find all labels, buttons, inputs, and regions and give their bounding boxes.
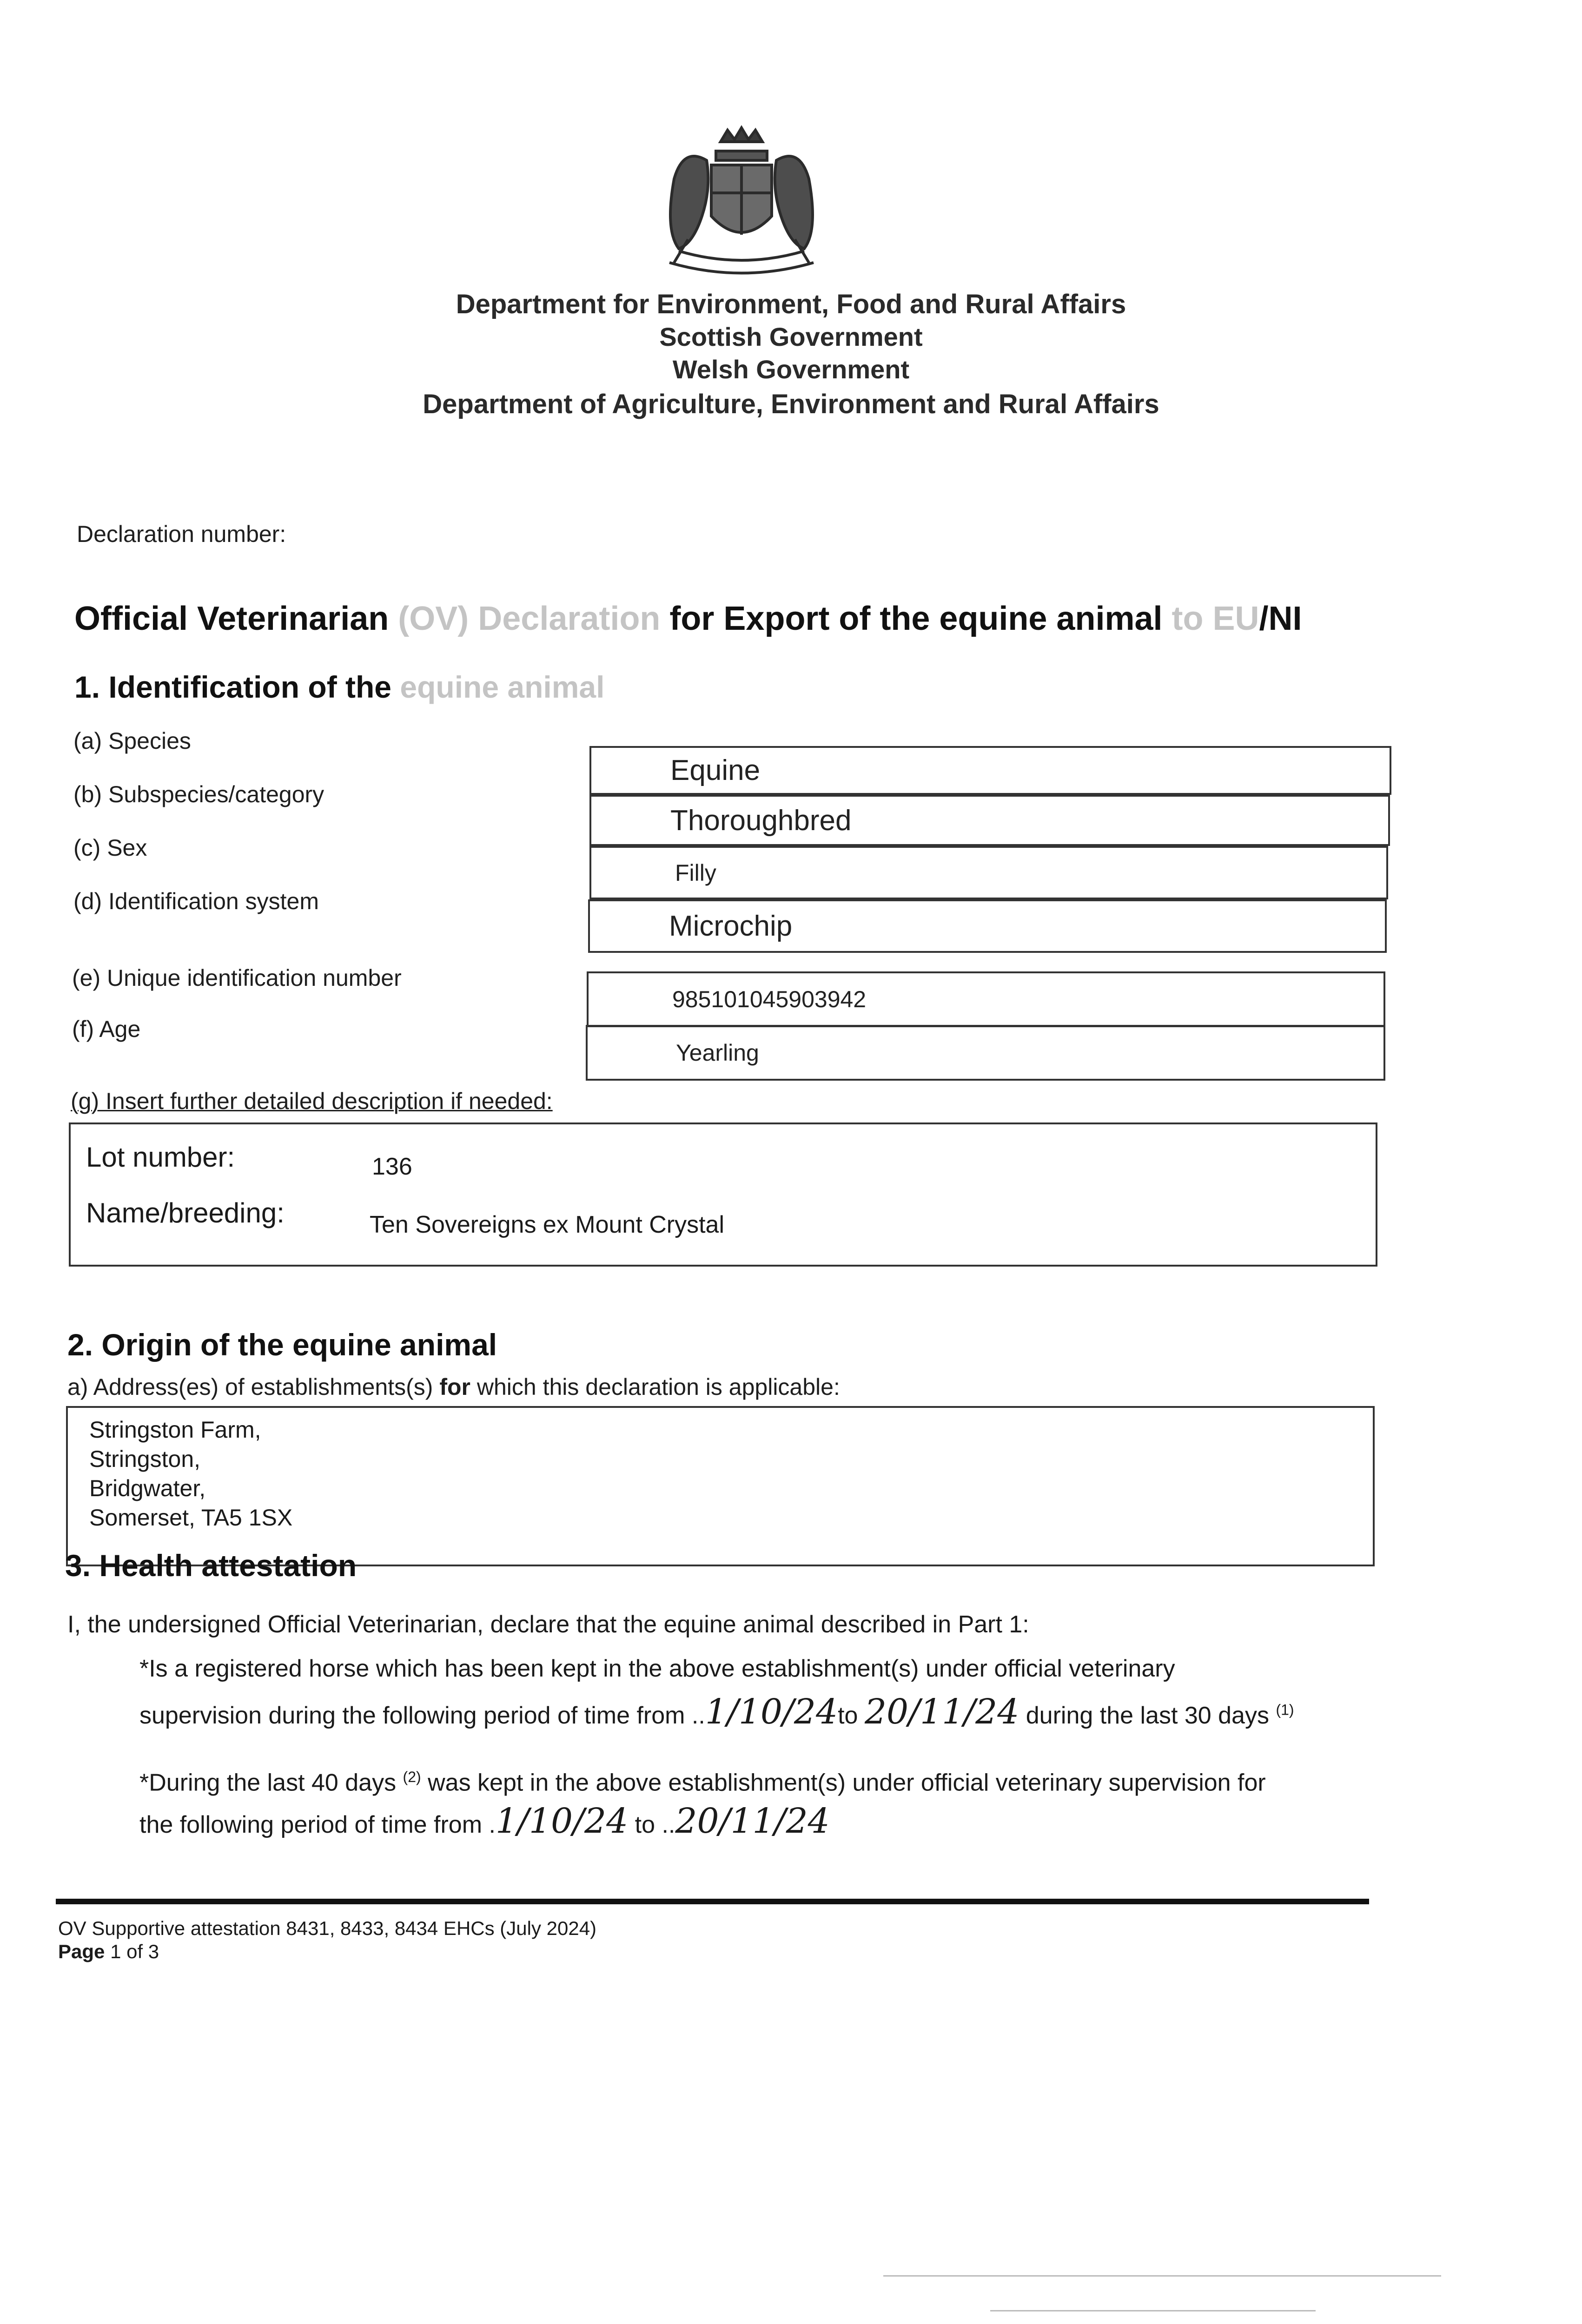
department-defra: Department for Environment, Food and Rural Affairs: [456, 289, 1126, 319]
item2-footnote-ref: (2): [403, 1769, 421, 1785]
scan-artifact-line: [883, 2275, 1441, 2277]
attestation-item2-line2: [139, 1801, 830, 1841]
name-breeding-label: Name/breeding:: [86, 1197, 285, 1228]
footer-rule: [56, 1899, 1369, 1904]
item2-text-to: to ..: [635, 1811, 675, 1838]
sex-label: (c) Sex: [73, 835, 147, 861]
item1-date-to-handwritten: 20/11/24: [864, 1692, 1019, 1732]
scan-artifact-line: [990, 2310, 1316, 2311]
name-breeding-value: Ten Sovereigns ex Mount Crystal: [370, 1211, 725, 1238]
attestation-item1-line2: [139, 1692, 1294, 1732]
item2-text-rest: was kept in the above establishment(s) under official veterinary supervision for: [428, 1769, 1266, 1796]
item2-date-to-handwritten: 20/11/24: [675, 1801, 830, 1841]
address-line-1: Stringston Farm,: [89, 1417, 261, 1443]
item2-text-start: *During the last 40 days: [139, 1769, 397, 1796]
title-part2: for Export of the equine animal: [669, 600, 1163, 637]
department-scottish-government: Scottish Government: [659, 322, 923, 351]
title-faded-part: (OV) Declaration: [398, 600, 661, 637]
section3-heading: 3. Health attestation: [65, 1548, 357, 1583]
age-label: (f) Age: [72, 1016, 141, 1042]
footer-reference: OV Supportive attestation 8431, 8433, 8434 EHCs (July 2024): [58, 1917, 597, 1939]
footer-page-number: [58, 1941, 159, 1963]
address-label-part1: a) Address(es) of establishments(s): [67, 1374, 433, 1400]
item2-text-from: the following period of time from .: [139, 1811, 496, 1838]
subspecies-field: Thoroughbred: [589, 795, 1390, 846]
lot-number-value: 136: [372, 1153, 412, 1180]
address-label-for: for: [439, 1374, 470, 1400]
attestation-item1-line1: *Is a registered horse which has been kept in the above establishment(s) under official veterinary: [139, 1655, 1175, 1682]
section2-heading: 2. Origin of the equine animal: [67, 1327, 497, 1362]
item2-date-from-handwritten: 1/10/24: [495, 1801, 629, 1841]
section1-heading: [74, 669, 604, 705]
lot-number-label: Lot number:: [86, 1142, 235, 1173]
attestation-item2-line1: [139, 1769, 1266, 1796]
section1-heading-text: 1. Identification of the: [74, 670, 392, 704]
document-title: [74, 600, 1302, 638]
address-label-part2: which this declaration is applicable:: [477, 1374, 840, 1400]
item1-date-from-handwritten: 1/10/24: [705, 1692, 838, 1732]
subspecies-label: (b) Subspecies/category: [73, 781, 324, 807]
sex-field: Filly: [589, 846, 1388, 899]
item1-text-period: during the last 30 days: [1026, 1702, 1269, 1729]
item1-text-to: to: [838, 1702, 858, 1729]
address-line-2: Stringston,: [89, 1446, 201, 1472]
further-description-label: (g) Insert further detailed description if needed:: [71, 1088, 553, 1114]
department-daera: Department of Agriculture, Environment and Rural Affairs: [423, 389, 1159, 419]
address-label: [67, 1373, 840, 1400]
identification-system-label: (d) Identification system: [73, 888, 319, 914]
department-welsh-government: Welsh Government: [672, 355, 910, 384]
item1-text-from: supervision during the following period of time from ..: [139, 1702, 705, 1729]
species-field: Equine: [589, 746, 1391, 795]
footer-page-count: 1 of 3: [110, 1941, 159, 1962]
footer-page-label: Page: [58, 1941, 105, 1962]
title-part3: /NI: [1259, 600, 1302, 637]
age-field: Yearling: [586, 1025, 1385, 1081]
identification-system-field: Microchip: [588, 899, 1387, 953]
address-line-3: Bridgwater,: [89, 1475, 206, 1501]
title-faded-part2: to EU: [1172, 600, 1259, 637]
unique-id-label: (e) Unique identification number: [72, 965, 402, 991]
address-block: [89, 1415, 292, 1532]
species-label: (a) Species: [73, 728, 191, 754]
address-line-4: Somerset, TA5 1SX: [89, 1505, 293, 1531]
section1-heading-faded: equine animal: [400, 670, 605, 704]
item1-footnote-ref: (1): [1276, 1701, 1294, 1718]
further-description-box: [69, 1122, 1377, 1267]
unique-id-field: 985101045903942: [587, 971, 1385, 1027]
title-part1: Official Veterinarian: [74, 600, 389, 637]
health-attestation-intro: I, the undersigned Official Veterinarian, declare that the equine animal described in Part 1:: [67, 1611, 1029, 1638]
royal-coat-of-arms-emblem: [642, 123, 837, 281]
declaration-number-label: Declaration number:: [77, 521, 286, 547]
